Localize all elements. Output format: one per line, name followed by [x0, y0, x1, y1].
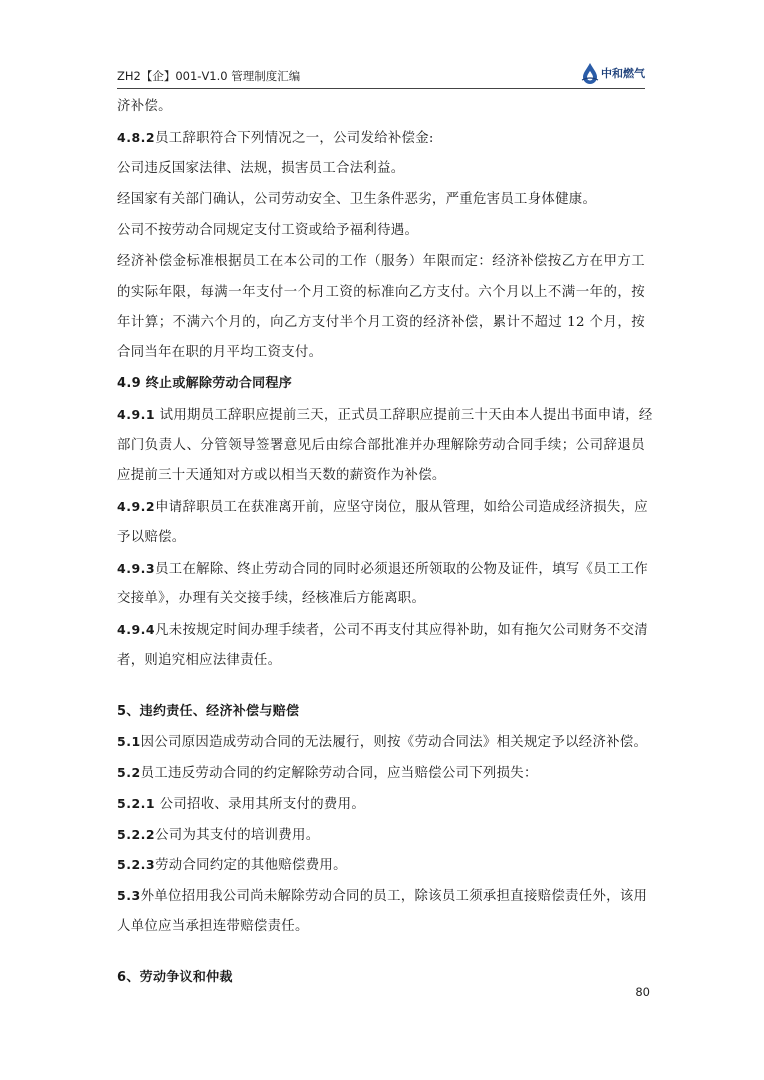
- section-heading-5: 5、违约责任、经济补偿与赔偿: [117, 704, 300, 719]
- clause-text: 申请辞职员工在获准离开前，应坚守岗位，服从管理，如给公司造成经济损失，应: [155, 500, 648, 515]
- paragraph-line: 交接单》，办理有关交接手续，经核准后方能离职。: [117, 591, 426, 606]
- clause-4-8-2: [117, 128, 645, 149]
- flame-drop-icon: [581, 62, 599, 84]
- clause-5-3: [117, 886, 648, 907]
- paragraph-line: 公司违反国家法律、法规，损害员工合法利益。: [117, 161, 405, 176]
- paragraph-line: 经国家有关部门确认，公司劳动安全、卫生条件恶劣，严重危害员工身体健康。: [117, 192, 597, 207]
- clause-text: 试用期员工辞职应提前三天，正式员工辞职应提前三十天由本人提出书面申请，经: [155, 408, 653, 423]
- paragraph-line: 济补偿。: [117, 99, 172, 114]
- clause-4-9-3: [117, 559, 648, 580]
- clause-number: 5.1: [117, 734, 141, 749]
- section-heading-6: 6、劳动争议和仲裁: [117, 970, 233, 985]
- clause-number: 4.9.4: [117, 622, 156, 637]
- clause-number: 4.9.2: [117, 499, 156, 514]
- page-header: [117, 58, 645, 89]
- paragraph-line: 人单位应当承担连带赔偿责任。: [117, 919, 309, 934]
- clause-5-2-3: [117, 855, 645, 876]
- paragraph-line: 年计算；不满六个月的，向乙方支付半个月工资的经济补偿，累计不超过 12 个月，按: [117, 315, 645, 330]
- clause-number: 4.8.2: [117, 130, 156, 145]
- page-number: 80: [635, 985, 650, 999]
- paragraph-line: 予以赔偿。: [117, 530, 186, 545]
- clause-text: 劳动合同约定的其他赔偿费用。: [155, 858, 347, 873]
- clause-text: 员工在解除、终止劳动合同的同时必须退还所领取的公物及证件，填写《员工工作: [155, 562, 648, 577]
- clause-number: 5.3: [117, 888, 141, 903]
- clause-text: 外单位招用我公司尚未解除劳动合同的员工，除该员工须承担直接赔偿责任外，该用: [140, 889, 648, 904]
- paragraph-line: 经济补偿金标准根据员工在本公司的工作（服务）年限而定：经济补偿按乙方在甲方工: [117, 254, 645, 269]
- paragraph-line: 合同当年在职的月平均工资支付。: [117, 345, 323, 360]
- clause-number: 5.2.1: [117, 796, 156, 811]
- company-logo: [581, 61, 645, 85]
- clause-number: 5.2: [117, 765, 141, 780]
- clause-text: 凡未按规定时间办理手续者，公司不再支付其应得补助，如有拖欠公司财务不交清: [155, 623, 648, 638]
- clause-5-1: [117, 732, 648, 753]
- clause-5-2: [117, 763, 645, 784]
- clause-text: 公司为其支付的培训费用。: [155, 828, 320, 843]
- paragraph-line: 应提前三十天通知对方或以相当天数的薪资作为补偿。: [117, 468, 446, 483]
- section-heading-4-9: 4.9 终止或解除劳动合同程序: [117, 376, 293, 391]
- clause-text: 员工违反劳动合同的约定解除劳动合同，应当赔偿公司下列损失：: [140, 766, 538, 781]
- paragraph-line: 者，则追究相应法律责任。: [117, 653, 282, 668]
- logo-text: 中和燃气: [601, 67, 645, 80]
- clause-5-2-1: [117, 794, 645, 815]
- paragraph-line: 部门负责人、分管领导签署意见后由综合部批准并办理解除劳动合同手续；公司辞退员: [117, 438, 645, 453]
- clause-number: 4.9.3: [117, 561, 156, 576]
- clause-4-9-2: [117, 497, 648, 518]
- header-title: ZH2【企】001-V1.0 管理制度汇编: [117, 69, 301, 83]
- clause-text: 公司招收、录用其所支付的费用。: [155, 797, 366, 812]
- paragraph-line: 公司不按劳动合同规定支付工资或给予福利待遇。: [117, 223, 419, 238]
- clause-4-9-1: [117, 405, 653, 426]
- clause-number: 5.2.2: [117, 827, 156, 842]
- clause-text: 员工辞职符合下列情况之一，公司发给补偿金:: [155, 131, 434, 146]
- clause-number: 5.2.3: [117, 857, 156, 872]
- clause-4-9-4: [117, 620, 648, 641]
- paragraph-line: 的实际年限，每满一年支付一个月工资的标准向乙方支付。六个月以上不满一年的，按: [117, 285, 645, 300]
- clause-5-2-2: [117, 825, 645, 846]
- clause-text: 因公司原因造成劳动合同的无法履行，则按《劳动合同法》相关规定予以经济补偿。: [140, 735, 648, 750]
- clause-number: 4.9.1: [117, 407, 156, 422]
